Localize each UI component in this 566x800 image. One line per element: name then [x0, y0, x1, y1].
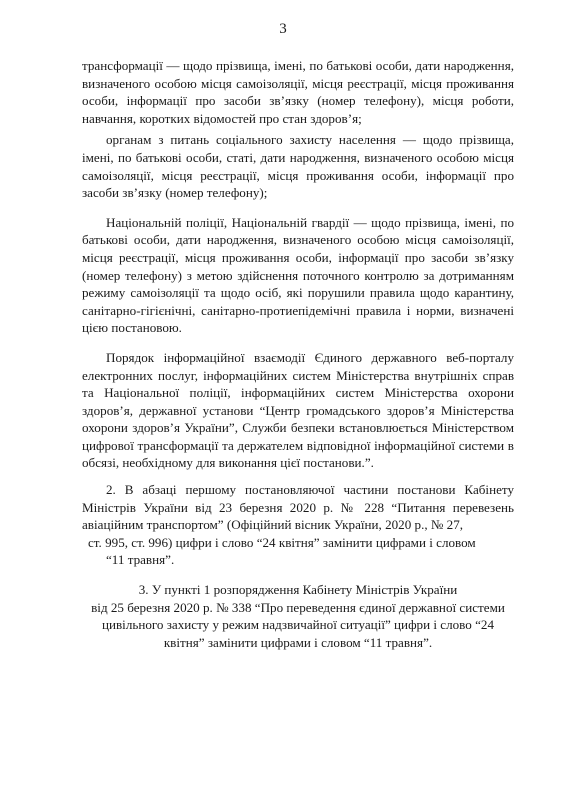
amendment-3-heading: 3. У пункті 1 розпорядження Кабінету Міністрів України	[138, 582, 458, 598]
paragraph-interaction-procedure: Порядок інформаційної взаємодії Єдиного державного веб-порталу електронних послуг, інформаційних систем Міністерства внутрішніх справ та Національної поліції, інформаційних систем Міністерства охорони здоров’я, державної установи “Центр громадського здоров’я Міністерства охорони здоров’я України”, Служби безпеки встановлюється Міністерством цифрової трансформації та держателем відповідної інформаційної системи в обсязі, необхідному для виконання цієї постанови.”.	[82, 349, 514, 471]
amendment-item-2	[82, 481, 514, 569]
amendment-2-text: 2. В абзаці першому постановляючої частини постанови Кабінету Міністрів України від 23 березня 2020 р. № 228 “Питання перевезень авіаційним транспортом” (Офіційний вісник України, 2020 р., № 27,	[82, 482, 514, 533]
document-body	[82, 57, 514, 651]
amendment-item-3	[82, 581, 514, 651]
amendment-2-text-end: “11 травня”.	[106, 552, 175, 568]
paragraph-police-guard: Національній поліції, Національній гвардії — щодо прізвища, імені, по батькові особи, дати народження, визначеного особою місця самоізоляції, місця реєстрації, місця проживання особи, інформації про засоби зв’язку (номер телефону) з метою здійснення поточного контролю за дотриманням режиму самоізоляції та щодо осіб, які порушили правила щодо карантину, санітарно-гігієнічні, санітарно-протиепідемічні правила і норми, визначені цією постановою.	[82, 214, 514, 336]
paragraph-health-data-list-continuation: трансформації — щодо прізвища, імені, по батькові особи, дати народження, визначеного особою місця самоізоляції, місця реєстрації, місця проживання особи, інформації про засоби зв’язку (номер телефону), місця роботи, навчання, коротких відомостей про стан здоров’я;	[82, 58, 514, 126]
amendment-2-text-cont: ст. 995, ст. 996) цифри і слово “24 квітня” замінити цифрами і словом	[88, 534, 476, 550]
page-number: 3	[279, 21, 287, 37]
amendment-3-text: від 25 березня 2020 р. № 338 “Про переведення єдиної державної системи цивільного захисту у режим надзвичайної ситуації” цифри і слово “24 квітня” замінити цифрами і словом “11 травня”.	[91, 599, 505, 650]
paragraph-social-protection: органам з питань соціального захисту населення — щодо прізвища, імені, по батькові особи, статі, дати народження, визначеного особою місця самоізоляції, місця реєстрації, місця проживання особи, інформації про засоби зв’язку (номер телефону);	[82, 132, 514, 201]
